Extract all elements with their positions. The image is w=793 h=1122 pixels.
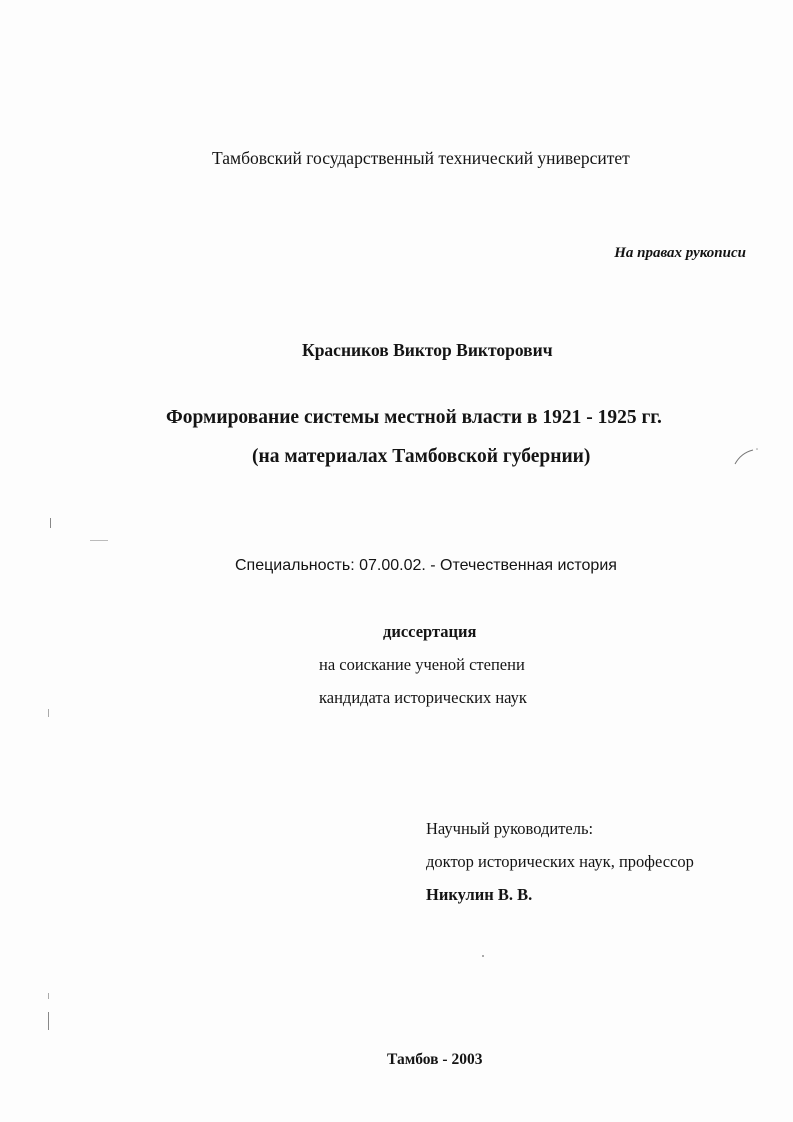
thesis-title-line-1: Формирование системы местной власти в 1921 - 1925 гг. [166, 407, 662, 428]
margin-mark [50, 518, 51, 528]
degree-line-1: на соискание ученой степени [319, 655, 525, 674]
manuscript-note: На правах рукописи [614, 245, 746, 261]
margin-mark [48, 993, 49, 999]
thesis-title-line-2: (на материалах Тамбовской губернии) [252, 446, 591, 467]
supervisor-title: доктор исторических наук, профессор [426, 852, 694, 871]
pen-stroke-mark [733, 447, 763, 467]
supervisor-label: Научный руководитель: [426, 819, 594, 838]
margin-mark [48, 709, 49, 717]
margin-mark [482, 955, 484, 957]
dissertation-label: диссертация [383, 622, 477, 641]
specialty-line: Специальность: 07.00.02. - Отечественная история [235, 557, 617, 574]
university-name: Тамбовский государственный технический университет [212, 148, 630, 168]
author-name: Красников Виктор Викторович [302, 340, 553, 360]
margin-mark [48, 1012, 49, 1030]
margin-mark [90, 540, 108, 541]
supervisor-name: Никулин В. В. [426, 885, 533, 904]
city-year: Тамбов - 2003 [387, 1051, 483, 1068]
degree-line-2: кандидата исторических наук [319, 688, 527, 707]
